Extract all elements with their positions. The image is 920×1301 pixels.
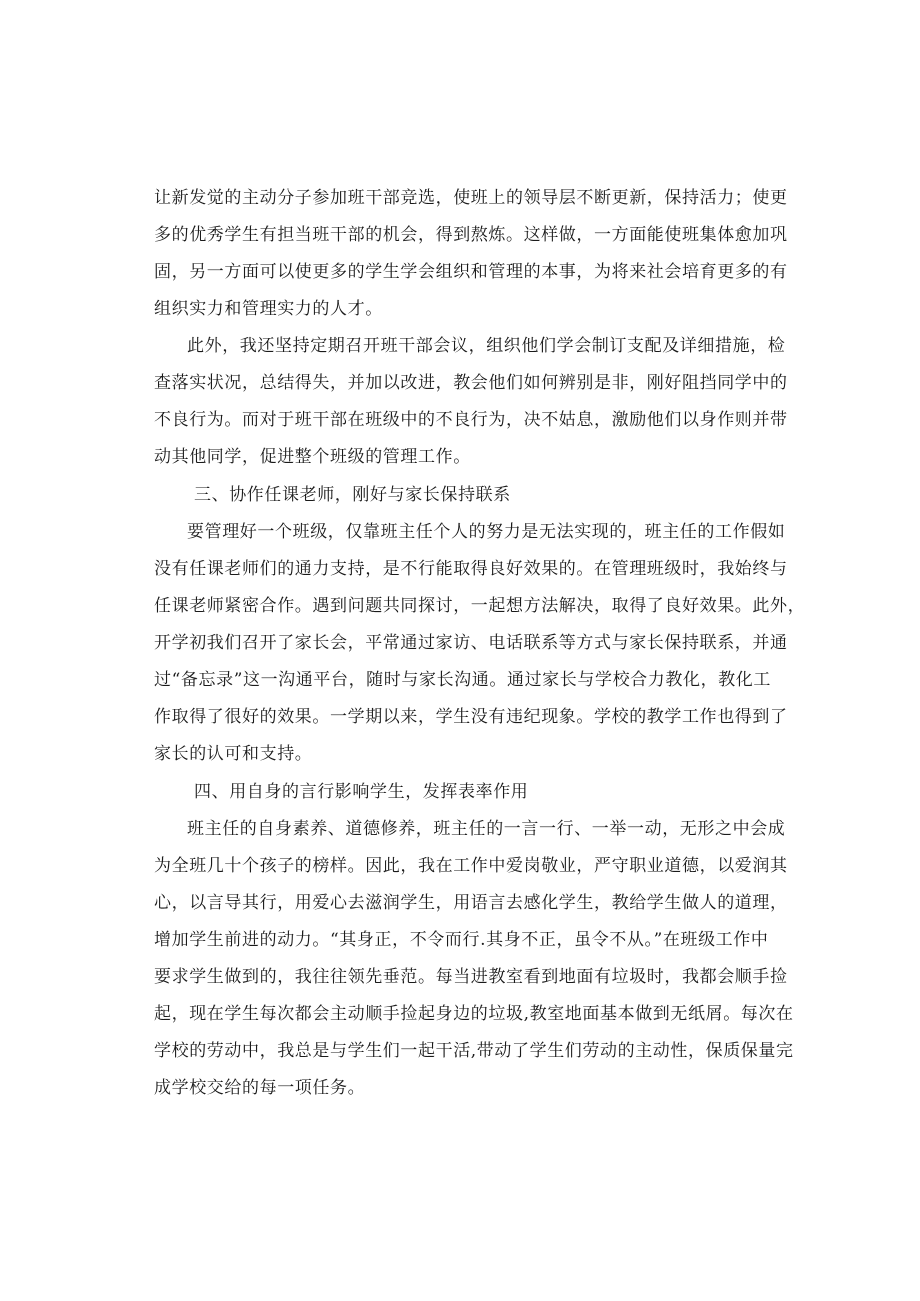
- text-line: 班主任的自身素养、道德修养，班主任的一言一行、一举一动，无形之中会成: [187, 819, 786, 839]
- text-line: 要管理好一个班级，仅靠班主任个人的努力是无法实现的，班主任的工作假如: [187, 522, 786, 542]
- text-line: 固，另一方面可以使更多的学生学会组织和管理的本事，为将来社会培育更多的有: [154, 262, 788, 282]
- text-line: 作取得了很好的效果。一学期以来，学生没有违纪现象。学校的教学工作也得到了: [154, 707, 788, 727]
- text-line: 过“备忘录”这一沟通平台，随时与家长沟通。通过家长与学校合力教化，教化工: [154, 670, 771, 690]
- text-line: 让新发觉的主动分子参加班干部竞选，使班上的领导层不断更新，保持活力；使更: [154, 188, 788, 208]
- text-line: 家长的认可和支持。: [154, 744, 313, 764]
- text-line: 多的优秀学生有担当班干部的机会，得到熬炼。这样做，一方面能使班集体愈加巩: [154, 225, 788, 245]
- text-line: 查落实状况，总结得失，并加以改进，教会他们如何辨别是非，刚好阻挡同学中的: [154, 373, 788, 393]
- text-line: 起，现在学生每次都会主动顺手捡起身边的垃圾,教室地面基本做到无纸屑。每次在: [154, 1004, 794, 1024]
- text-line: 为全班几十个孩子的榜样。因此，我在工作中爱岗敬业，严守职业道德，以爱润其: [154, 856, 788, 876]
- text-line: 不良行为。而对于班干部在班级中的不良行为，决不姑息，激励他们以身作则并带: [154, 410, 788, 430]
- text-line: 组织实力和管理实力的人才。: [154, 299, 383, 319]
- text-line: 任课老师紧密合作。遇到问题共同探讨，一起想方法解决，取得了良好效果。此外，: [154, 596, 806, 616]
- text-line: 没有任课老师们的通力支持，是不行能取得良好效果的。在管理班级时，我始终与: [154, 559, 788, 579]
- text-line: 增加学生前进的动力。“其身正，不令而行.其身不正，虽令不从。”在班级工作中: [154, 930, 769, 950]
- text-line: 要求学生做到的，我往往领先垂范。每当进教室看到地面有垃圾时，我都会顺手捡: [154, 967, 788, 987]
- text-line: 学校的劳动中，我总是与学生们一起干活,带动了学生们劳动的主动性，保质保量完: [154, 1041, 794, 1061]
- section-heading: 三、协作任课老师，刚好与家长保持联系: [194, 485, 511, 505]
- section-heading: 四、用自身的言行影响学生，发挥表率作用: [194, 782, 529, 802]
- text-line: 开学初我们召开了家长会，平常通过家访、电话联系等方式与家长保持联系，并通: [154, 633, 788, 653]
- text-line: 心，以言导其行，用爱心去滋润学生，用语言去感化学生，教给学生做人的道理，: [154, 893, 788, 913]
- text-line: 成学校交给的每一项任务。: [154, 1078, 366, 1098]
- text-line: 动其他同学，促进整个班级的管理工作。: [154, 447, 471, 467]
- text-line: 此外，我还坚持定期召开班干部会议，组织他们学会制订支配及详细措施，检: [187, 336, 786, 356]
